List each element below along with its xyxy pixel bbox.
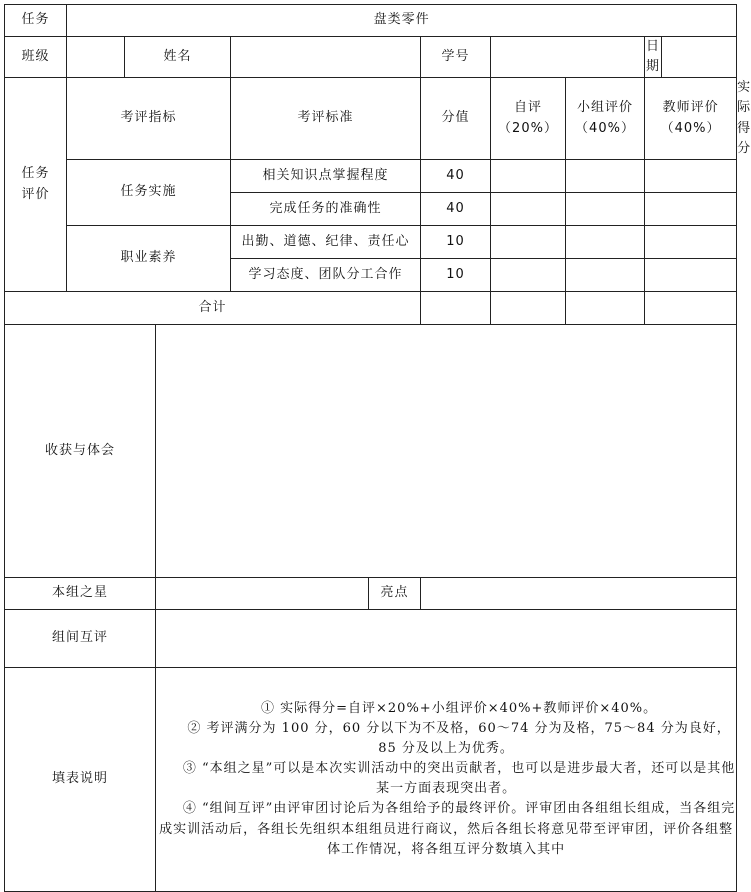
score-cell: 40 xyxy=(421,159,491,192)
peer-eval-label: 组间互评 xyxy=(5,609,156,667)
teacher-eval-header: 教师评价 （40%） xyxy=(645,78,737,160)
evaluation-form xyxy=(4,4,751,892)
student-info-row xyxy=(5,37,737,78)
name-label: 姓名 xyxy=(125,37,231,78)
score-header: 分值 xyxy=(421,78,491,160)
instruction-item: ③ “本组之星”可以是本次实训活动中的突出贡献者，也可以是进步最大者，还可以是其他某一方面表现突出者。 xyxy=(182,761,736,797)
group-star-label: 本组之星 xyxy=(5,577,156,609)
score-cell: 10 xyxy=(421,258,491,291)
task-row xyxy=(5,5,737,37)
name-field[interactable] xyxy=(231,37,421,78)
score-cell: 10 xyxy=(421,225,491,258)
indicator-cell: 任务实施 xyxy=(67,159,231,225)
total-self-eval-cell[interactable] xyxy=(491,291,566,324)
self-eval-cell[interactable] xyxy=(491,159,566,192)
standard-cell: 相关知识点掌握程度 xyxy=(231,159,421,192)
total-row xyxy=(5,291,737,324)
gains-field[interactable] xyxy=(156,324,737,577)
peer-eval-row xyxy=(5,609,737,667)
evaluation-table xyxy=(4,4,751,892)
gains-row xyxy=(5,324,737,577)
highlight-label: 亮点 xyxy=(369,577,421,609)
group-eval-cell[interactable] xyxy=(566,225,645,258)
self-eval-cell[interactable] xyxy=(491,192,566,225)
group-eval-cell[interactable] xyxy=(566,159,645,192)
instructions-row xyxy=(5,667,737,891)
student-no-label: 学号 xyxy=(421,37,491,78)
task-eval-label: 任务评价 xyxy=(5,78,67,292)
standard-cell: 学习态度、团队分工合作 xyxy=(231,258,421,291)
instructions-text xyxy=(156,667,737,891)
total-label: 合计 xyxy=(5,291,421,324)
indicator-cell: 职业素养 xyxy=(67,225,231,291)
group-eval-header: 小组评价 （40%） xyxy=(566,78,645,160)
date-label: 日期 xyxy=(645,37,662,78)
teacher-eval-cell[interactable] xyxy=(645,258,737,291)
gains-label: 收获与体会 xyxy=(5,324,156,577)
student-no-field[interactable] xyxy=(491,37,645,78)
criterion-row xyxy=(5,225,737,258)
group-eval-cell[interactable] xyxy=(566,192,645,225)
teacher-eval-cell[interactable] xyxy=(645,159,737,192)
self-eval-header: 自评 （20%） xyxy=(491,78,566,160)
group-star-field[interactable] xyxy=(156,577,369,609)
criterion-row xyxy=(5,159,737,192)
self-eval-cell[interactable] xyxy=(491,225,566,258)
instruction-item: ④ “组间互评”由评审团讨论后为各组给予的最终评价。评审团由各组组长组成，当各组完成实训活动后，各组长先组织本组组员进行商议，然后各组长将意见带至评审团，评价各组整体工作情况，将各组互评分数填入其中 xyxy=(159,801,736,857)
peer-eval-field[interactable] xyxy=(156,609,737,667)
instruction-item: ② 考评满分为 100 分，60 分以下为不及格，60～74 分为及格，75～84 分为良好，85 分及以上为优秀。 xyxy=(187,720,731,757)
standard-header: 考评标准 xyxy=(231,78,421,160)
total-score-cell xyxy=(421,291,491,324)
header-row: 任务评价 考评指标 考评标准 分值 自评 （20%） 小组评价 （40%） 教师评价 （40%） 实际 得分 xyxy=(5,78,737,160)
class-field[interactable] xyxy=(67,37,125,78)
score-cell: 40 xyxy=(421,192,491,225)
task-label: 任务 xyxy=(5,5,67,37)
indicator-header: 考评指标 xyxy=(67,78,231,160)
self-eval-cell[interactable] xyxy=(491,258,566,291)
instructions-label: 填表说明 xyxy=(5,667,156,891)
instruction-item: ① 实际得分=自评×20%+小组评价×40%+教师评价×40%。 xyxy=(260,700,658,716)
teacher-eval-cell[interactable] xyxy=(645,192,737,225)
standard-cell: 完成任务的准确性 xyxy=(231,192,421,225)
total-teacher-eval-cell[interactable] xyxy=(645,291,737,324)
group-eval-cell[interactable] xyxy=(566,258,645,291)
task-name: 盘类零件 xyxy=(67,5,737,37)
standard-cell: 出勤、道德、纪律、责任心 xyxy=(231,225,421,258)
date-field[interactable] xyxy=(662,37,737,78)
highlight-field[interactable] xyxy=(421,577,737,609)
group-star-row xyxy=(5,577,737,609)
class-label: 班级 xyxy=(5,37,67,78)
teacher-eval-cell[interactable] xyxy=(645,225,737,258)
total-group-eval-cell[interactable] xyxy=(566,291,645,324)
